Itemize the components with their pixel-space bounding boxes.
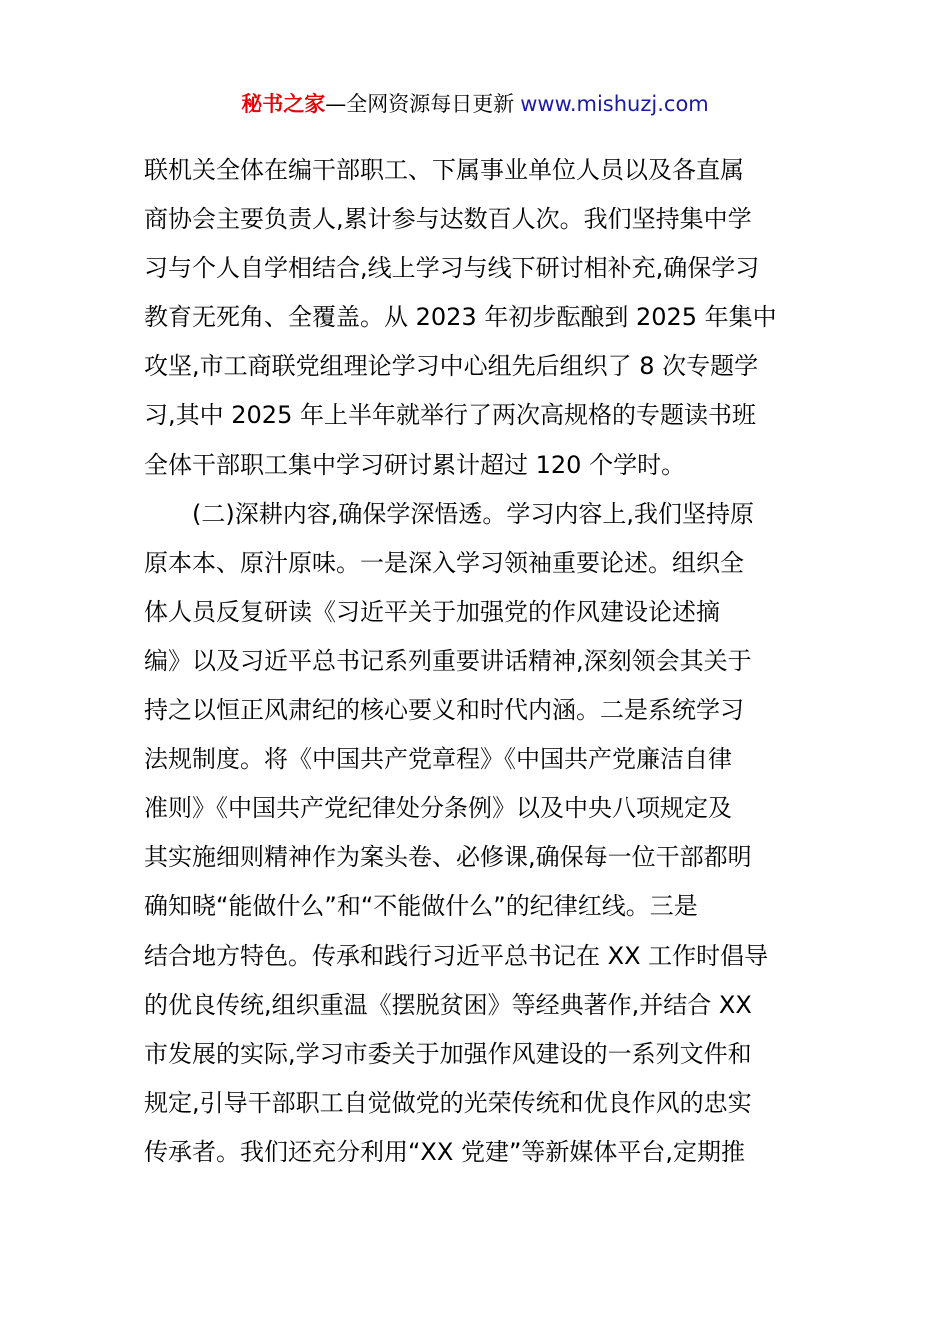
text-line: 全体干部职工集中学习研讨累计超过 120 个学时。 (144, 450, 686, 479)
text-line: 确知晓“能做什么”和“不能做什么”的纪律红线。三是 (144, 892, 698, 921)
text-line: 传承者。我们还充分利用“XX 党建”等新媒体平台,定期推 (144, 1137, 746, 1166)
paragraph-start-line: (二)深耕内容,确保学深悟透。学习内容上,我们坚持原 (144, 499, 754, 528)
document-body (144, 146, 808, 1177)
text-line: 攻坚,市工商联党组理论学习中心组先后组织了 8 次专题学 (144, 352, 759, 381)
text-line: 教育无死角、全覆盖。从 2023 年初步酝酿到 2025 年集中 (144, 303, 777, 332)
text-line: 习,其中 2025 年上半年就举行了两次高规格的专题读书班 (144, 401, 756, 430)
text-line: 市发展的实际,学习市委关于加强作风建设的一系列文件和 (144, 1039, 752, 1068)
text-line: 准则》《中国共产党纪律处分条例》以及中央八项规定及 (144, 794, 732, 823)
text-line: 持之以恒正风肃纪的核心要义和时代内涵。二是系统学习 (144, 696, 744, 725)
brand-name: 秘书之家 (241, 92, 326, 116)
text-line: 习与个人自学相结合,线上学习与线下研讨相补充,确保学习 (144, 254, 760, 283)
text-line: 联机关全体在编干部职工、下属事业单位人员以及各直属 (144, 156, 744, 184)
text-line: 商协会主要负责人,累计参与达数百人次。我们坚持集中学 (144, 205, 752, 234)
site-url-link[interactable]: www.mishuzj.com (520, 92, 709, 116)
text-line: 的优良传统,组织重温《摆脱贫困》等经典著作,并结合 XX (144, 990, 752, 1019)
text-line: 体人员反复研读《习近平关于加强党的作风建设论述摘 (144, 597, 720, 626)
header-tagline: —全网资源每日更新 (325, 92, 515, 116)
text-line: 编》以及习近平总书记系列重要讲话精神,深刻领会其关于 (144, 646, 752, 675)
text-line: 法规制度。将《中国共产党章程》《中国共产党廉洁自律 (144, 745, 732, 774)
text-line: 结合地方特色。传承和践行习近平总书记在 XX 工作时倡导 (144, 941, 769, 970)
text-line: 规定,引导干部职工自觉做党的光荣传统和优良作风的忠实 (144, 1088, 752, 1117)
text-line: 原本本、原汁原味。一是深入学习领袖重要论述。组织全 (144, 548, 744, 577)
page-header (0, 88, 950, 120)
text-line: 其实施细则精神作为案头卷、必修课,确保每一位干部都明 (144, 843, 752, 872)
